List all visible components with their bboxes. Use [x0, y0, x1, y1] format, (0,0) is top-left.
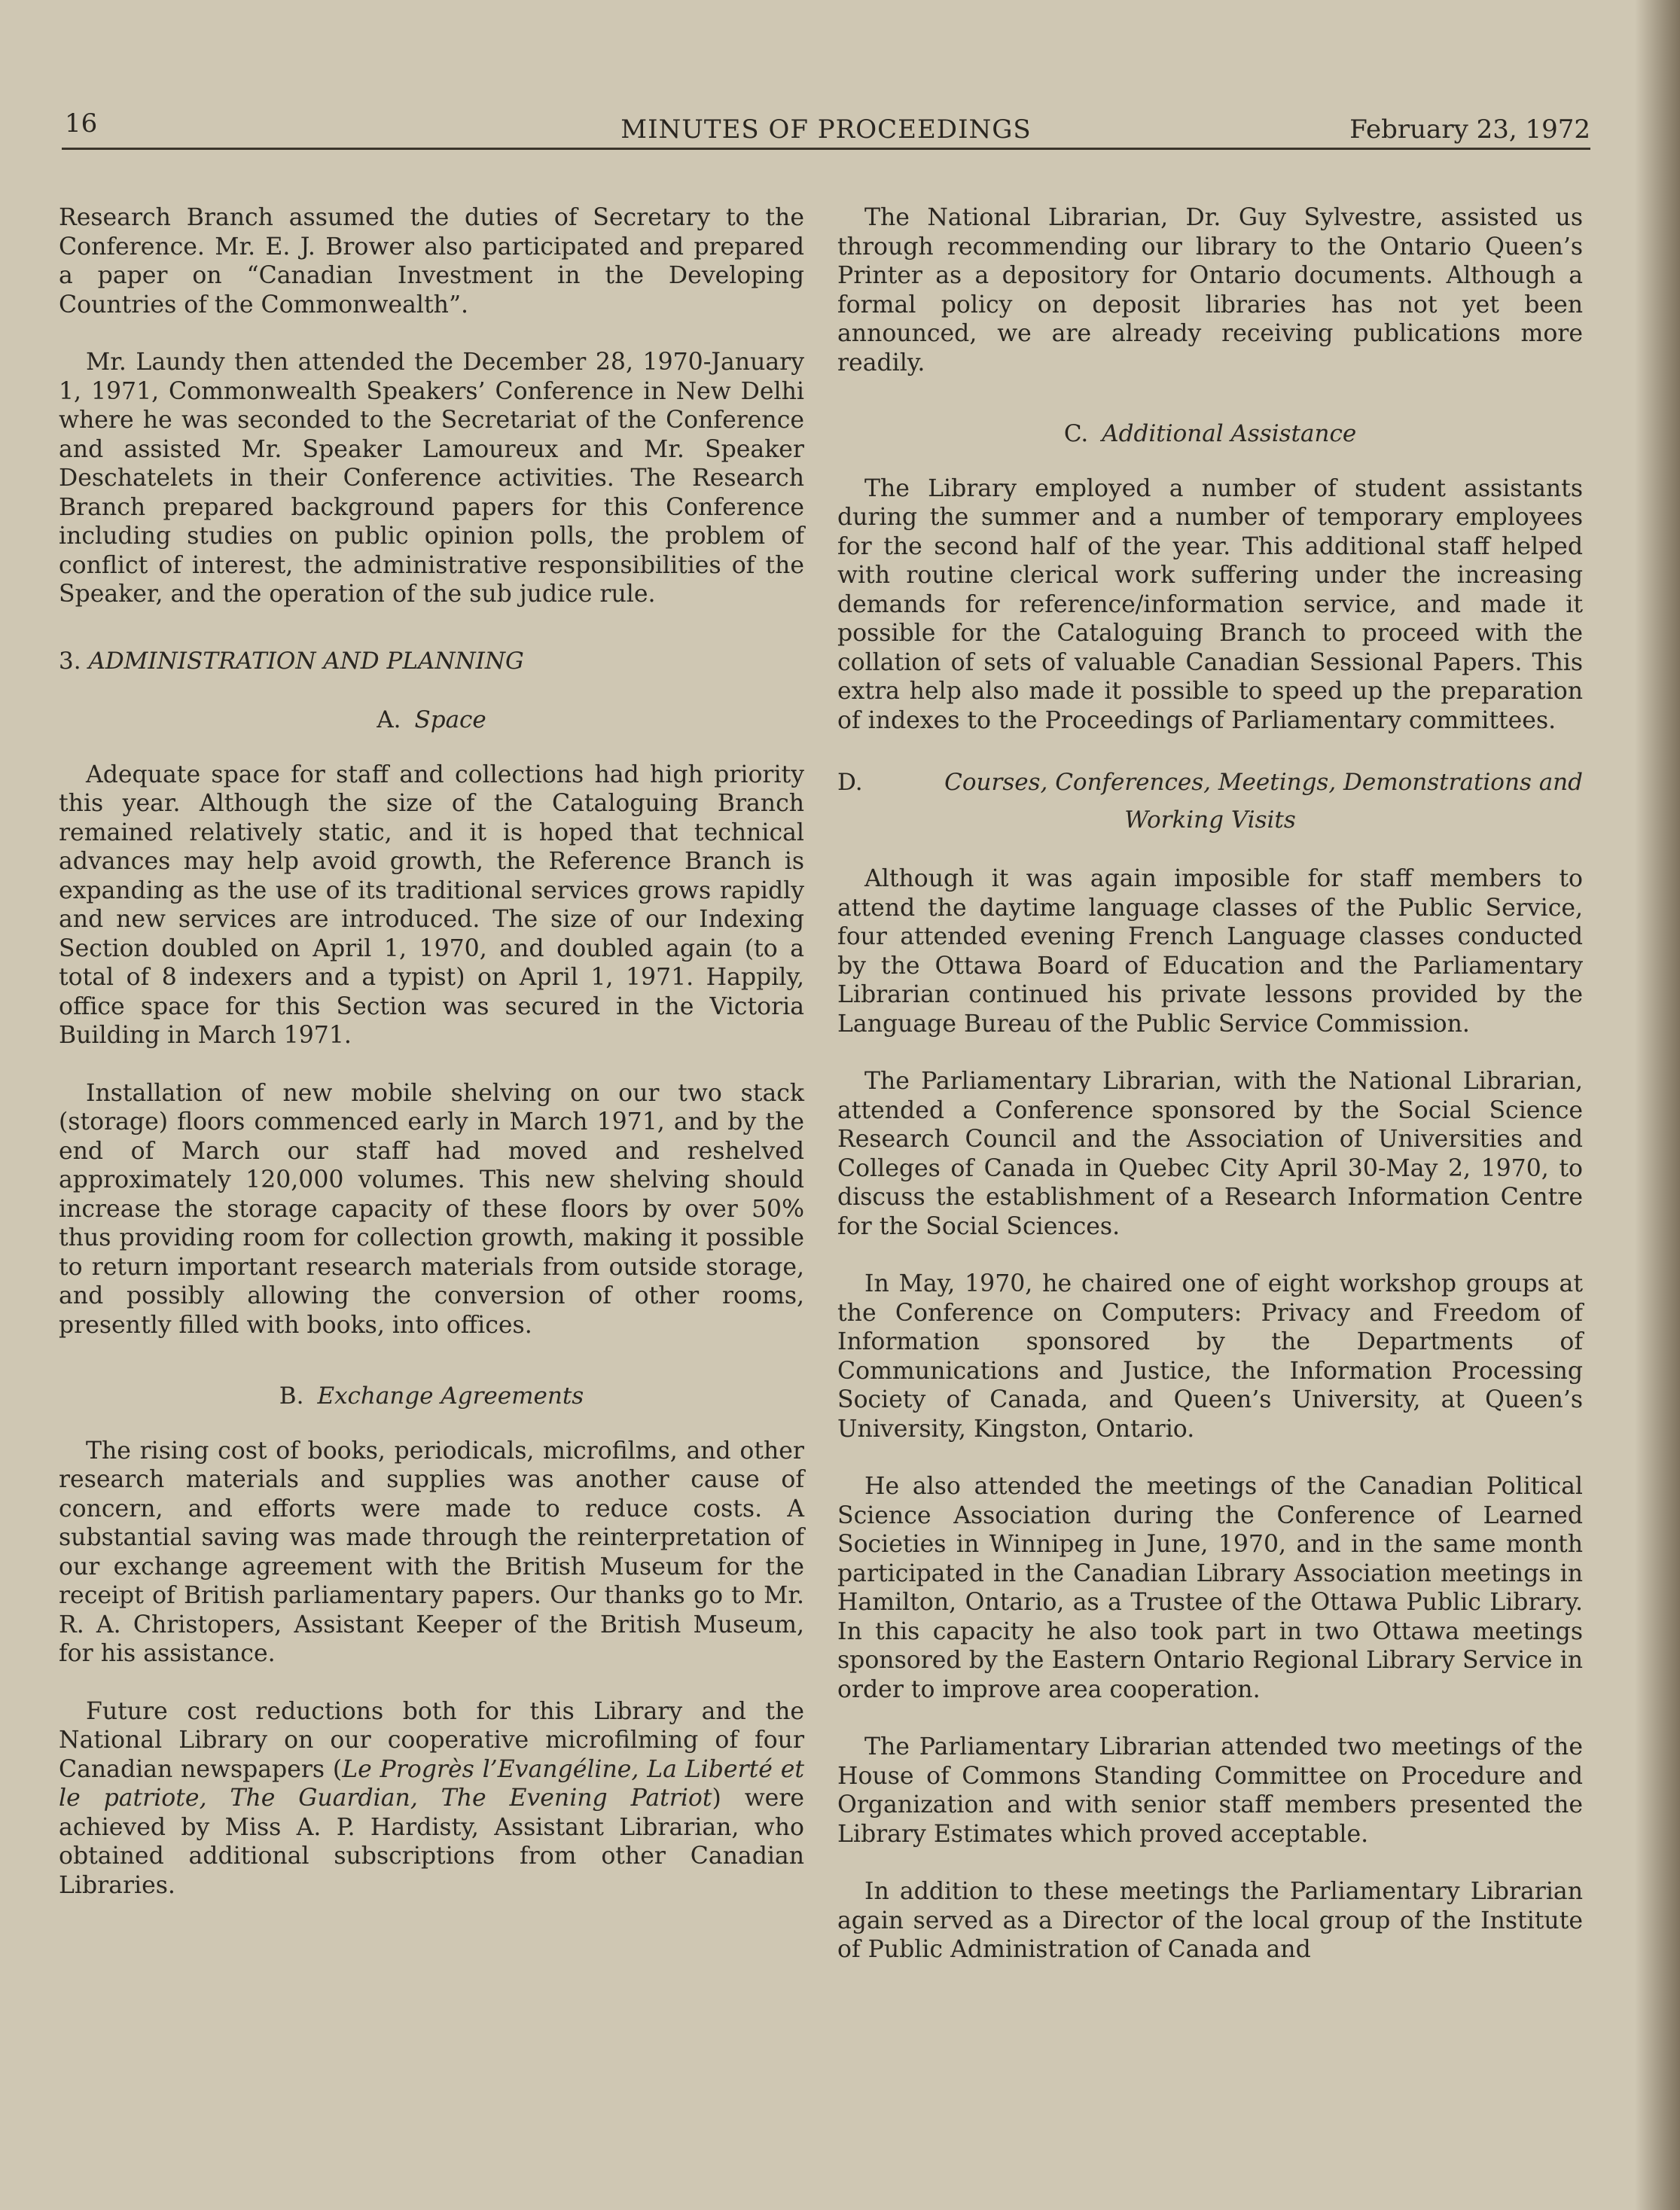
section-number: 3.	[59, 647, 81, 675]
subsection-letter: B.	[279, 1382, 304, 1410]
subsection-heading	[59, 706, 804, 735]
subsection-letter: C.	[1063, 420, 1089, 447]
paragraph: The rising cost of books, periodicals, microfilms, and other research materials and supplies was another cause of concern, and efforts were made to reduce costs. A substantial saving was made through the reinterpretation of our exchange agreement with the British Museum for the receipt of British parliamentary papers. Our thanks go to Mr. R. A. Christopers, Assistant Keeper of the British Museum, for his assistance.	[59, 1437, 804, 1667]
paragraph: The Parliamentary Librarian attended two meetings of the House of Commons Standing Committee on Procedure and Organization and with senior staff members presented the Library Estimates which proved acceptable.	[837, 1733, 1583, 1848]
subsection-title: Exchange Agreements	[317, 1382, 584, 1410]
paragraph: He also attended the meetings of the Canadian Political Science Association during the Conference of Learned Societies in Winnipeg in June, 1970, and in the same month participated in the Canadian Library Association meetings in Hamilton, Ontario, as a Trustee of the Ottawa Public Library. In this capacity he also took part in two Ottawa meetings sponsored by the Eastern Ontario Regional Library Service in order to improve area cooperation.	[837, 1473, 1583, 1703]
paragraph: The Parliamentary Librarian, with the National Librarian, attended a Conference sponsored by the Social Science Research Council and the Association of Universities and Colleges of Canada in Quebec City April 30-May 2, 1970, to discuss the establishment of a Research Information Centre for the Social Sciences.	[837, 1068, 1583, 1240]
subsection-title: Additional Assistance	[1102, 420, 1357, 447]
paragraph-text: Future cost reductions both for this Library and the National Library on our cooperative microfilming of four Canadian newspapers (	[59, 1697, 804, 1783]
paragraph	[59, 1697, 804, 1901]
paragraph: Mr. Laundy then attended the December 28, 1970-January 1, 1971, Commonwealth Speakers’ Conference in New Delhi where he was seconded to the Secretariat of the Conference and assisted Mr. Speaker Lamoureux and Mr. Speaker Deschatelets in their Conference activities. The Research Branch prepared background papers for this Conference including studies on public opinion polls, the problem of conflict of interest, the administrative responsibilities of the Speaker, and the operation of the sub judice rule.	[59, 349, 804, 608]
paragraph: The Library employed a number of student assistants during the summer and a number of temporary employees for the second half of the year. This additional staff helped with routine clerical work suffering under the increasing demands for reference/information service, and made it possible for the Cataloguing Branch to proceed with the collation of sets of valuable Canadian Sessional Papers. This extra help also made it possible to speed up the preparation of indexes to the Proceedings of Parliamentary committees.	[837, 474, 1583, 734]
subsection-heading	[837, 419, 1583, 449]
subsection-title: Courses, Conferences, Meetings, Demonstrations and	[944, 769, 1583, 796]
running-title: MINUTES OF PROCEEDINGS	[620, 114, 1032, 145]
left-column	[59, 203, 804, 1928]
header-date: February 23, 1972	[1349, 114, 1590, 145]
subsection-letter: A.	[377, 706, 401, 733]
subsection-heading	[837, 764, 1583, 839]
right-column	[837, 203, 1583, 1993]
paragraph: In May, 1970, he chaired one of eight workshop groups at the Conference on Computers: Privacy and Freedom of Information sponsored by the Departments of Communications and Justice, the Information Processing Society of Canada, and Queen’s University, at Queen’s University, Kingston, Ontario.	[837, 1270, 1583, 1443]
subsection-title-continued: Working Visits	[1124, 806, 1296, 834]
subsection-letter: D.	[837, 769, 863, 796]
subsection-heading	[59, 1382, 804, 1411]
section-title: ADMINISTRATION AND PLANNING	[88, 647, 524, 675]
paragraph: Research Branch assumed the duties of Secretary to the Conference. Mr. E. J. Brower also participated and prepared a paper on “Canadian Investment in the Developing Countries of the Commonwealth”.	[59, 204, 804, 319]
subsection-title: Space	[414, 706, 486, 733]
paragraph: Although it was again imposible for staff members to attend the daytime language classes of the Public Service, four attended evening French Language classes conducted by the Ottawa Board of Education and the Parliamentary Librarian continued his private lessons provided by the Language Bureau of the Public Service Commission.	[837, 865, 1583, 1038]
paragraph: In addition to these meetings the Parliamentary Librarian again served as a Director of the local group of the Institute of Public Administration of Canada and	[837, 1878, 1583, 1963]
paragraph: Adequate space for staff and collections had high priority this year. Although the size of the Cataloguing Branch remained relatively static, and it is hoped that technical advances may help avoid growth, the Reference Branch is expanding as the use of its traditional services grows rapidly and new services are introduced. The size of our Indexing Section doubled on April 1, 1970, and doubled again (to a total of 8 indexers and a typist) on April 1, 1971. Happily, office space for this Section was secured in the Victoria Building in March 1971.	[59, 761, 804, 1049]
newspaper-titles: Le Progrès l’Evangéline, La Liberté et le patriote, The Guardian, The Evening Patriot	[59, 1755, 804, 1812]
page-header	[62, 105, 1590, 150]
section-heading	[59, 647, 804, 676]
paragraph-text: ) were achieved by Miss A. P. Hardisty, Assistant Librarian, who obtained additional subscriptions from other Canadian Libraries.	[59, 1785, 804, 1899]
page-number: 16	[65, 108, 98, 139]
paragraph: The National Librarian, Dr. Guy Sylvestre, assisted us through recommending our library to the Ontario Queen’s Printer as a depository for Ontario documents. Although a formal policy on deposit libraries has not yet been announced, we are already receiving publications more readily.	[837, 204, 1583, 376]
paragraph: Installation of new mobile shelving on our two stack (storage) floors commenced early in March 1971, and by the end of March our staff had moved and reshelved approximately 120,000 volumes. This new shelving should increase the storage capacity of these floors by over 50% thus providing room for collection growth, making it possible to return important research materials from outside storage, and possibly allowing the conversion of other rooms, presently filled with books, into offices.	[59, 1079, 804, 1339]
page-edge-shadow	[1635, 0, 1680, 2210]
